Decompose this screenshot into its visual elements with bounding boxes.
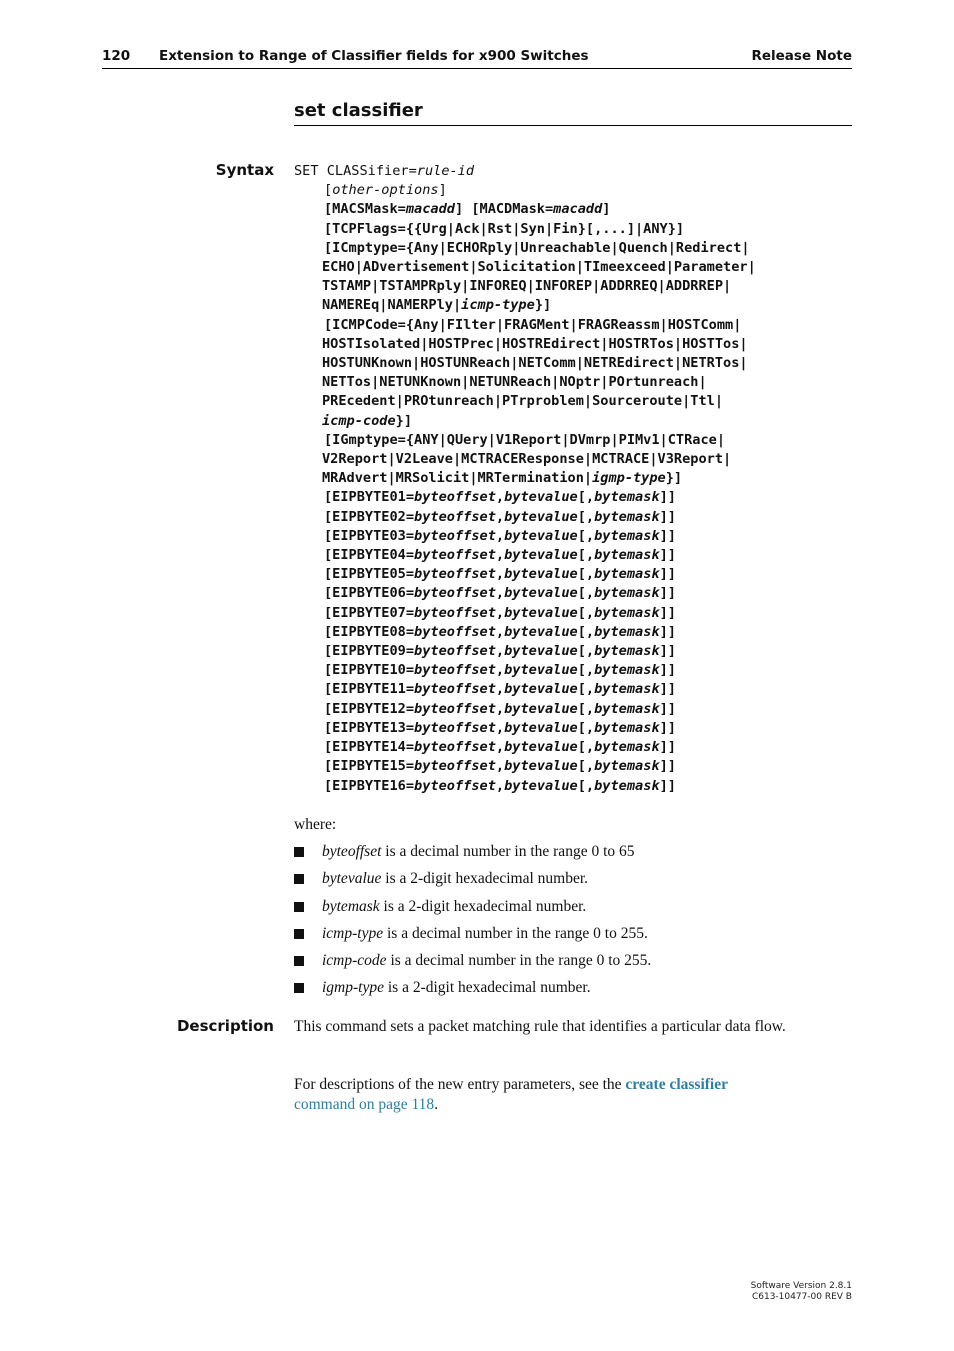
syntax-line-eipbyte [294,680,854,699]
syntax-text: [EIPBYTE [324,777,390,794]
where-label: where: [294,816,337,833]
square-bullet-icon [294,902,304,912]
syntax-line [294,296,854,315]
parameter-term: icmp-code [322,952,387,970]
syntax-text: ]] [659,719,676,736]
syntax-text: = [405,719,415,736]
description-paragraph: This command sets a packet matching rule that identifies a particular data flow. [294,1018,786,1035]
syntax-text: [EIPBYTE [324,739,390,756]
syntax-text: , [495,758,505,775]
syntax-text: , [495,566,505,583]
syntax-text: ]] [659,547,676,564]
syntax-text: = [405,566,415,583]
syntax-line: [ICmptype={Any|ECHORply|Unreachable|Quench|Redirect| [324,239,750,256]
syntax-line-eipbyte [294,488,854,507]
syntax-text: , [495,547,505,564]
syntax-text: , [495,489,505,506]
syntax-text: , [495,623,505,640]
syntax-text: [EIPBYTE [324,566,390,583]
syntax-line: TSTAMP|TSTAMPRply|INFOREQ|INFOREP|ADDRREQ|ADDRREP| [322,278,732,295]
list-item [294,978,834,1005]
syntax-text: 15 [389,758,406,775]
square-bullet-icon [294,983,304,993]
syntax-text: = [405,758,415,775]
syntax-line-eipbyte [294,719,854,738]
syntax-param: byteoffset [414,758,496,775]
square-bullet-icon [294,847,304,857]
header-release-label: Release Note [751,48,852,64]
syntax-text: [, [577,777,595,794]
syntax-text: ]] [659,681,676,698]
syntax-param: byteoffset [414,489,496,506]
list-item [294,951,834,978]
syntax-param: byteoffset [414,777,496,794]
parameter-term: igmp-type [322,979,384,997]
syntax-label: Syntax [215,161,274,179]
syntax-text: 02 [389,508,406,525]
parameter-term: icmp-type [322,924,384,942]
syntax-param: bytemask [594,739,660,756]
syntax-param: bytemask [594,604,660,621]
syntax-text: = [405,508,415,525]
syntax-line [294,412,854,431]
syntax-text: [, [577,739,595,756]
syntax-param: bytemask [594,662,660,679]
syntax-param: byteoffset [414,623,496,640]
syntax-text: ]] [659,527,676,544]
syntax-text: = [405,604,415,621]
syntax-param: byteoffset [414,508,496,525]
parameter-description: is a 2-digit hexadecimal number. [383,979,591,997]
syntax-text: ]] [659,585,676,602]
syntax-param: bytevalue [504,739,578,756]
syntax-param: byteoffset [414,700,496,717]
syntax-text: 04 [389,547,406,564]
square-bullet-icon [294,929,304,939]
syntax-text: [EIPBYTE [324,585,390,602]
syntax-text: , [495,739,505,756]
syntax-param: bytemask [594,700,660,717]
syntax-line-eipbyte [294,527,854,546]
syntax-param: bytemask [594,508,660,525]
list-item [294,897,834,924]
syntax-param: bytemask [594,547,660,564]
syntax-text: = [405,527,415,544]
syntax-param: bytemask [594,777,660,794]
parameter-description: is a decimal number in the range 0 to 65 [381,843,635,860]
description-text: For descriptions of the new entry parameters, see the [294,1076,626,1093]
syntax-text: = [405,643,415,660]
syntax-param: byteoffset [414,604,496,621]
syntax-param: bytevalue [504,566,578,583]
syntax-param: bytevalue [504,700,578,717]
syntax-text: [EIPBYTE [324,700,390,717]
syntax-text: 09 [389,643,406,660]
syntax-param: icmp-code [322,412,396,429]
syntax-param: bytevalue [504,489,578,506]
syntax-text: 14 [389,739,406,756]
syntax-line: HOSTUNKnown|HOSTUNReach|NETComm|NETREdirect|NETRTos| [322,355,748,372]
square-bullet-icon [294,956,304,966]
syntax-text: ]] [659,604,676,621]
syntax-line: NETTos|NETUNKnown|NETUNReach|NOptr|POrtunreach| [322,374,707,391]
create-classifier-page-link[interactable]: command on page 118 [294,1095,435,1113]
syntax-param: bytemask [594,623,660,640]
syntax-text: [, [577,585,595,602]
syntax-text: , [495,508,505,525]
syntax-param: rule-id [416,163,475,179]
syntax-param: byteoffset [414,547,496,564]
syntax-text: [EIPBYTE [324,604,390,621]
syntax-param: bytevalue [504,758,578,775]
syntax-line [294,469,854,488]
parameter-list [294,842,834,1006]
syntax-text: 13 [389,719,406,736]
description-label: Description [176,1017,274,1035]
parameter-term: bytemask [322,897,380,915]
syntax-text: }] [665,470,683,487]
syntax-text: [, [577,681,595,698]
syntax-text: [, [577,623,595,640]
syntax-text: [, [577,643,595,660]
syntax-line-eipbyte [294,565,854,584]
syntax-text: 10 [389,662,406,679]
syntax-param: bytevalue [504,662,578,679]
syntax-param: byteoffset [414,681,496,698]
parameter-description: is a decimal number in the range 0 to 255. [383,924,648,942]
syntax-param: byteoffset [414,662,496,679]
syntax-text: = [405,700,415,717]
syntax-param: bytemask [594,527,660,544]
syntax-text: }] [534,297,552,314]
syntax-text: , [495,643,505,660]
syntax-line: V2Report|V2Leave|MCTRACEResponse|MCTRACE|V3Report| [322,451,732,468]
syntax-text: ]] [659,758,676,775]
syntax-text: = [405,585,415,602]
syntax-text: ]] [659,739,676,756]
eipbyte-lines [294,488,854,795]
syntax-line-eipbyte [294,508,854,527]
syntax-text: = [405,623,415,640]
syntax-text: [, [577,662,595,679]
syntax-text: 03 [389,527,406,544]
syntax-block [294,162,854,796]
syntax-text: ]] [659,700,676,717]
syntax-text: [EIPBYTE [324,547,390,564]
syntax-param: bytevalue [504,623,578,640]
syntax-param: other-options [332,182,439,199]
syntax-text: ]] [659,777,676,794]
syntax-text: ]] [659,489,676,506]
syntax-line: HOSTIsolated|HOSTPrec|HOSTREdirect|HOSTRTos|HOSTTos| [322,335,748,352]
syntax-text: ]] [659,623,676,640]
syntax-text: , [495,681,505,698]
syntax-param: byteoffset [414,527,496,544]
syntax-line: [ICMPCode={Any|FIlter|FRAGMent|FRAGReassm|HOSTComm| [324,316,742,333]
syntax-line: PREcedent|PROtunreach|PTrproblem|Sourceroute|Ttl| [322,393,724,410]
syntax-text: ] [MACDMask= [454,201,554,218]
syntax-text: ] [602,201,611,218]
syntax-line-eipbyte [294,777,854,796]
syntax-line [294,162,854,181]
syntax-param: byteoffset [414,585,496,602]
syntax-text: [EIPBYTE [324,643,390,660]
syntax-text: [EIPBYTE [324,719,390,736]
syntax-param: macadd [553,201,603,218]
parameter-term: bytevalue [322,870,382,888]
syntax-text: [, [577,547,595,564]
syntax-param: byteoffset [414,719,496,736]
syntax-text: ]] [659,643,676,660]
syntax-param: bytemask [594,719,660,736]
syntax-text: = [405,489,415,506]
syntax-text: [, [577,489,595,506]
syntax-param: bytemask [594,566,660,583]
syntax-text: [EIPBYTE [324,623,390,640]
syntax-param: bytevalue [504,547,578,564]
syntax-command: SET CLASSifier= [294,163,417,179]
syntax-line: [TCPFlags={{Urg|Ack|Rst|Syn|Fin}[,...]|ANY}] [324,220,685,237]
syntax-param: bytemask [594,489,660,506]
parameter-term: byteoffset [322,843,382,860]
list-item [294,842,834,869]
syntax-text: [MACSMask= [324,201,406,218]
syntax-text: = [405,777,415,794]
syntax-param: byteoffset [414,739,496,756]
syntax-text: NAMEREq|NAMERPly| [322,297,462,314]
syntax-line-eipbyte [294,757,854,776]
syntax-text: [, [577,758,595,775]
syntax-text: [EIPBYTE [324,527,390,544]
section-title: set classifier [294,100,852,126]
syntax-text: ]] [659,508,676,525]
page-footer [751,1281,852,1303]
syntax-text: [, [577,527,595,544]
syntax-line-eipbyte [294,546,854,565]
syntax-text: = [405,739,415,756]
syntax-text: = [405,547,415,564]
syntax-param: macadd [405,201,455,218]
list-item [294,869,834,896]
syntax-line: ECHO|ADvertisement|Solicitation|TImeexceed|Parameter| [322,259,756,276]
description-paragraph [294,1075,834,1114]
syntax-line-eipbyte [294,738,854,757]
syntax-param: byteoffset [414,643,496,660]
software-version: Software Version 2.8.1 [750,1281,852,1291]
syntax-text: , [495,719,505,736]
syntax-param: bytevalue [504,604,578,621]
syntax-text: 01 [389,489,406,506]
page-number: 120 [102,48,131,64]
syntax-text: , [495,700,505,717]
page-header [102,48,852,69]
list-item [294,924,834,951]
syntax-text: ]] [659,662,676,679]
syntax-line-eipbyte [294,604,854,623]
syntax-text: [EIPBYTE [324,508,390,525]
syntax-line-eipbyte [294,642,854,661]
syntax-param: bytevalue [504,643,578,660]
syntax-text: [, [577,700,595,717]
syntax-line: [IGmptype={ANY|QUery|V1Report|DVmrp|PIMv1|CTRace| [324,431,726,448]
description-text: . [434,1095,439,1113]
syntax-text: [EIPBYTE [324,758,390,775]
header-title: Extension to Range of Classifier fields for x900 Switches [159,48,589,64]
syntax-param: byteoffset [414,566,496,583]
syntax-text: = [405,681,415,698]
syntax-line-eipbyte [294,700,854,719]
square-bullet-icon [294,874,304,884]
syntax-line-eipbyte [294,584,854,603]
syntax-text: 06 [389,585,406,602]
syntax-param: bytevalue [504,527,578,544]
syntax-text: }] [395,412,413,429]
syntax-text: , [495,662,505,679]
syntax-text: 08 [389,623,406,640]
syntax-param: bytevalue [504,777,578,794]
syntax-text: [EIPBYTE [324,681,390,698]
syntax-text: 12 [389,700,406,717]
syntax-param: bytemask [594,758,660,775]
syntax-param: bytemask [594,681,660,698]
syntax-text: [EIPBYTE [324,489,390,506]
syntax-bracket: [ [324,182,333,199]
syntax-text: , [495,604,505,621]
syntax-line [294,181,854,200]
syntax-param: bytevalue [504,681,578,698]
syntax-line-eipbyte [294,623,854,642]
syntax-text: ]] [659,566,676,583]
syntax-text: , [495,527,505,544]
syntax-text: [EIPBYTE [324,662,390,679]
syntax-text: MRAdvert|MRSolicit|MRTermination| [322,470,593,487]
syntax-param: bytevalue [504,508,578,525]
syntax-text: , [495,777,505,794]
syntax-text: [, [577,508,595,525]
syntax-param: bytemask [594,585,660,602]
syntax-param: bytevalue [504,719,578,736]
syntax-text: = [405,662,415,679]
syntax-param: igmp-type [592,470,666,487]
syntax-bracket: ] [438,182,447,199]
syntax-line-eipbyte [294,661,854,680]
syntax-text: [, [577,604,595,621]
syntax-text: 07 [389,604,406,621]
parameter-description: is a 2-digit hexadecimal number. [381,870,588,888]
syntax-text: , [495,585,505,602]
syntax-line [294,200,854,219]
syntax-param: icmp-type [461,297,535,314]
syntax-text: 05 [389,566,406,583]
document-number: C613-10477-00 REV B [751,1292,852,1302]
syntax-text: 16 [389,777,406,794]
parameter-description: is a 2-digit hexadecimal number. [379,897,587,915]
syntax-text: [, [577,719,595,736]
syntax-param: bytemask [594,643,660,660]
syntax-param: bytevalue [504,585,578,602]
syntax-text: [, [577,566,595,583]
syntax-text: 11 [389,681,406,698]
create-classifier-link[interactable]: create classifier [625,1076,728,1093]
parameter-description: is a decimal number in the range 0 to 255. [386,952,652,970]
